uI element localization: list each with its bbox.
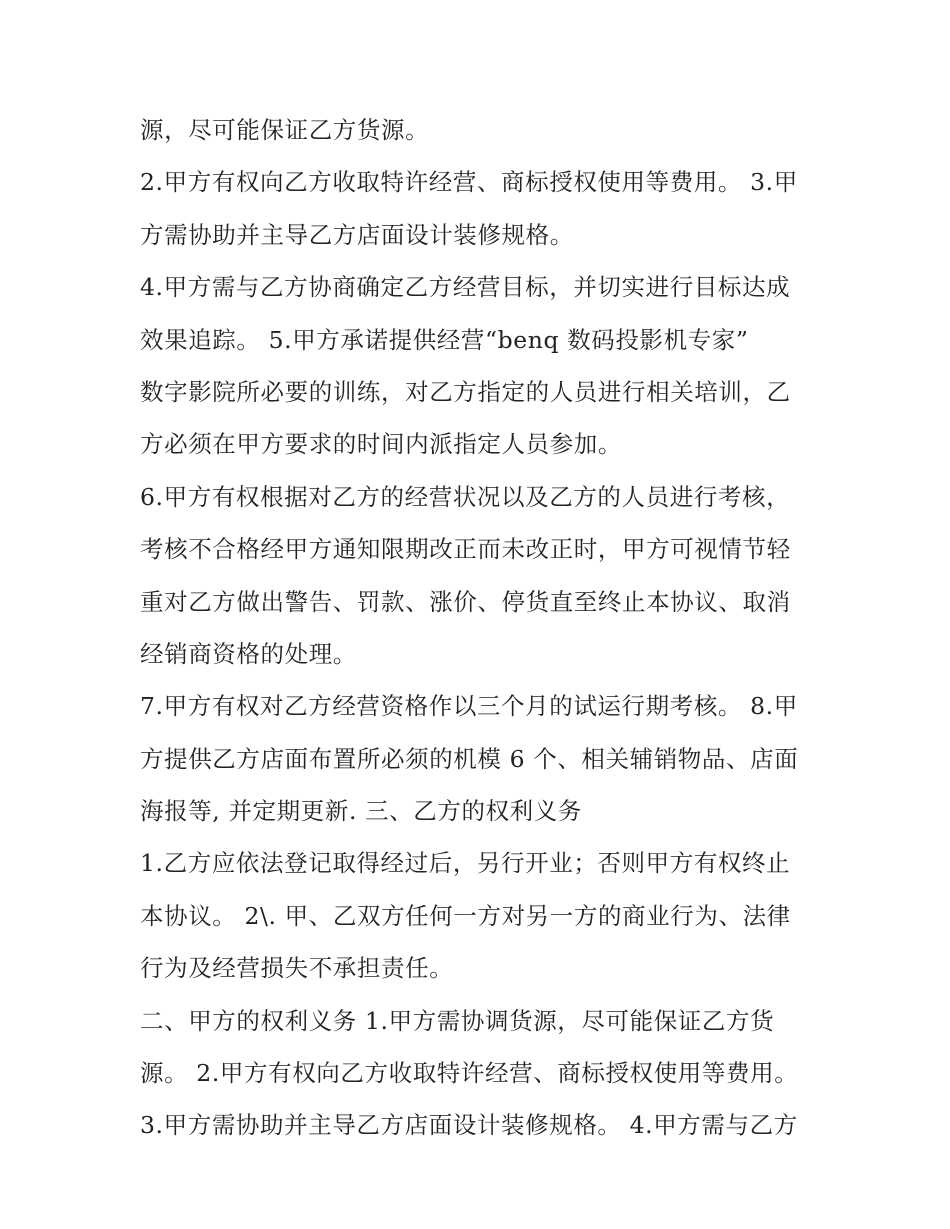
text-line: 4.甲方需与乙方协商确定乙方经营目标，并切实进行目标达成 xyxy=(140,273,791,302)
text-line: 考核不合格经甲方通知限期改正而未改正时，甲方可视情节轻 xyxy=(140,535,791,564)
text-line: 本协议。 2\. 甲、乙双方任何一方对另一方的商业行为、法律 xyxy=(140,901,791,930)
text-line: 效果追踪。 5.甲方承诺提供经营“benq 数码投影机专家” xyxy=(140,325,749,354)
text-line: 数字影院所必要的训练，对乙方指定的人员进行相关培训，乙 xyxy=(140,377,791,406)
text-line: 方必须在甲方要求的时间内派指定人员参加。 xyxy=(140,430,622,459)
document-body xyxy=(140,104,820,1152)
text-line: 2.甲方有权向乙方收取特许经营、商标授权使用等费用。 3.甲 xyxy=(140,168,798,197)
text-line: 海报等, 并定期更新. 三、乙方的权利义务 xyxy=(140,797,582,826)
text-line: 3.甲方需协助并主导乙方店面设计装修规格。 4.甲方需与乙方 xyxy=(140,1111,798,1140)
text-line: 经销商资格的处理。 xyxy=(140,639,357,668)
text-line: 1.乙方应依法登记取得经过后，另行开业；否则甲方有权终止 xyxy=(140,849,791,878)
text-line: 方需协助并主导乙方店面设计装修规格。 xyxy=(140,220,574,249)
text-line: 源，尽可能保证乙方货源。 xyxy=(140,116,430,144)
text-line: 重对乙方做出警告、罚款、涨价、停货直至终止本协议、取消 xyxy=(140,587,791,616)
text-line: 行为及经营损失不承担责任。 xyxy=(140,954,454,983)
text-line: 源。 2.甲方有权向乙方收取特许经营、商标授权使用等费用。 xyxy=(140,1059,799,1088)
text-line: 方提供乙方店面布置所必须的机模 6 个、相关辅销物品、店面 xyxy=(140,744,799,773)
text-line: 二、甲方的权利义务 1.甲方需协调货源，尽可能保证乙方货 xyxy=(140,1006,775,1035)
text-line: 6.甲方有权根据对乙方的经营状况以及乙方的人员进行考核， xyxy=(140,482,791,511)
text-line: 7.甲方有权对乙方经营资格作以三个月的试运行期考核。 8.甲 xyxy=(140,692,798,721)
